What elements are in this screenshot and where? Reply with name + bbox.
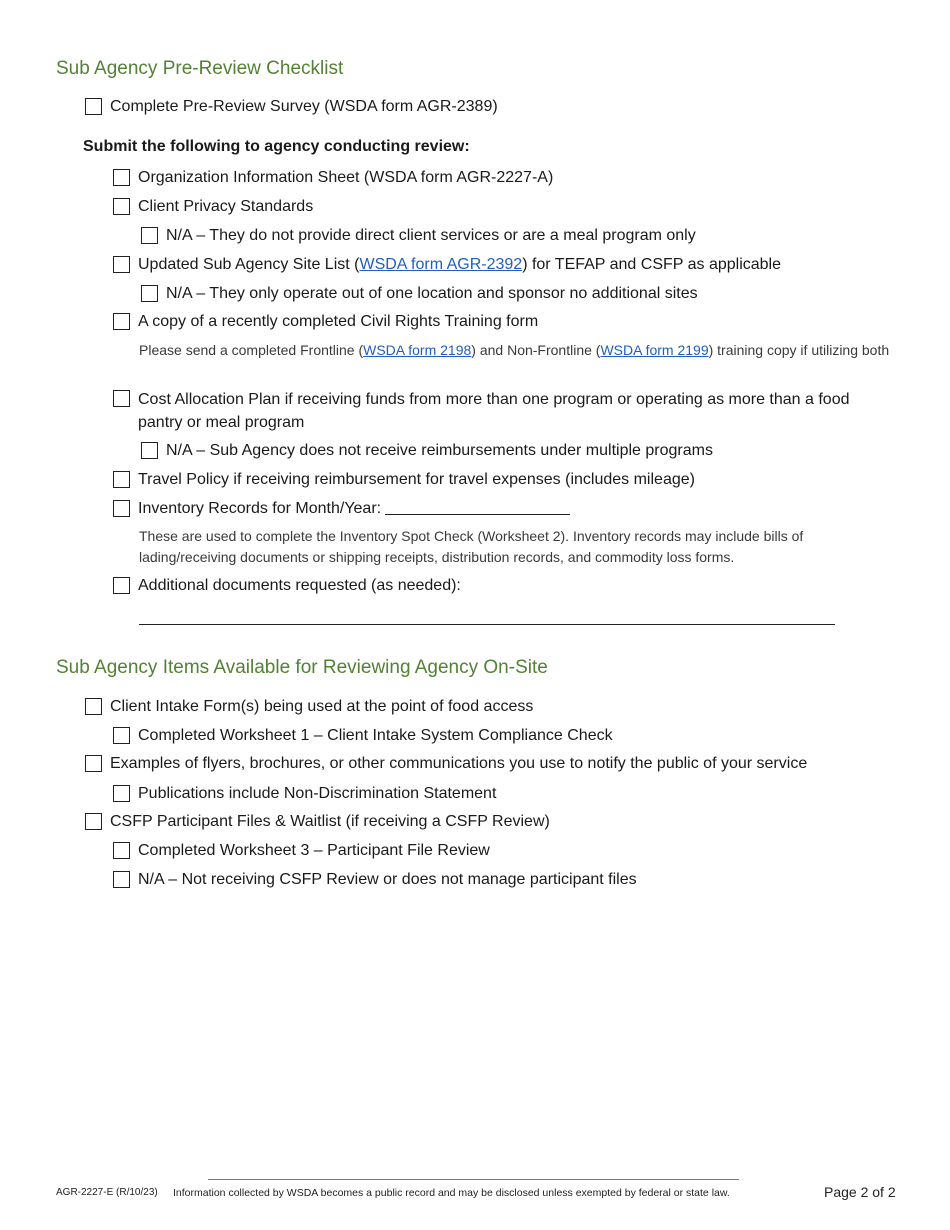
item-label: Travel Policy if receiving reimbursement for travel expenses (includes mileage) bbox=[138, 471, 695, 488]
checkbox-privacy[interactable] bbox=[113, 198, 130, 215]
checkbox-csfp-na[interactable] bbox=[113, 871, 130, 888]
checkbox-org-info[interactable] bbox=[113, 169, 130, 186]
item-label: N/A – Sub Agency does not receive reimbursements under multiple programs bbox=[166, 442, 713, 459]
item-label: Complete Pre-Review Survey (WSDA form AGR-2389) bbox=[110, 98, 498, 115]
checklist-item-worksheet1 bbox=[113, 725, 613, 747]
checklist-item-flyers bbox=[85, 753, 807, 775]
checkbox-intake[interactable] bbox=[85, 698, 102, 715]
checkbox-flyers[interactable] bbox=[85, 755, 102, 772]
item-label: Client Intake Form(s) being used at the point of food access bbox=[110, 698, 534, 715]
item-label: N/A – Not receiving CSFP Review or does not manage participant files bbox=[138, 871, 637, 888]
checkbox-inventory[interactable] bbox=[113, 500, 130, 517]
inventory-note: These are used to complete the Inventory Spot Check (Worksheet 2). Inventory records may include bills of lading/receiving documents or shipping receipts, distribution records, and commodity loss forms. bbox=[139, 528, 804, 565]
checklist-item-travel bbox=[113, 469, 695, 491]
wsda-form-2198-link[interactable]: WSDA form 2198 bbox=[363, 342, 472, 358]
checkbox-nondiscrimination[interactable] bbox=[113, 785, 130, 802]
section-heading-pre-review: Sub Agency Pre-Review Checklist bbox=[56, 58, 344, 79]
checkbox-privacy-na[interactable] bbox=[141, 227, 158, 244]
checkbox-site-list-na[interactable] bbox=[141, 285, 158, 302]
checklist-item-inventory bbox=[113, 498, 570, 520]
item-label: Completed Worksheet 1 – Client Intake System Compliance Check bbox=[138, 727, 613, 744]
checklist-item-csfp-na bbox=[113, 869, 637, 891]
civil-rights-note bbox=[139, 340, 894, 361]
section-heading-on-site: Sub Agency Items Available for Reviewing Agency On-Site bbox=[56, 657, 548, 678]
footer-page-number: Page 2 of 2 bbox=[824, 1184, 896, 1200]
item-label: Inventory Records for Month/Year: bbox=[138, 500, 382, 517]
item-label: Examples of flyers, brochures, or other communications you use to notify the public of your service bbox=[110, 755, 808, 772]
checklist-item-cost-allocation bbox=[113, 388, 883, 434]
note-text: Please send a completed Frontline ( bbox=[139, 342, 364, 358]
item-label bbox=[138, 254, 781, 276]
submit-subheading: Submit the following to agency conducting review: bbox=[83, 138, 470, 155]
checkbox-additional[interactable] bbox=[113, 577, 130, 594]
item-label: Publications include Non-Discrimination Statement bbox=[138, 785, 497, 802]
checkbox-csfp[interactable] bbox=[85, 813, 102, 830]
note-text: ) and Non-Frontline ( bbox=[471, 342, 601, 358]
checklist-item-csfp bbox=[85, 811, 550, 833]
checklist-item-cost-allocation-na bbox=[141, 440, 713, 462]
checklist-item-nondiscrimination bbox=[113, 783, 496, 805]
item-label: Completed Worksheet 3 – Participant File Review bbox=[138, 842, 490, 859]
footer-notice: Information collected by WSDA becomes a public record and may be disclosed unless exempted by federal or state law. bbox=[173, 1187, 730, 1199]
checklist-item-intake bbox=[85, 696, 533, 718]
note-text: ) training copy if utilizing both bbox=[708, 342, 890, 358]
checklist-item-worksheet3 bbox=[113, 840, 490, 862]
checklist-item-org-info bbox=[113, 167, 553, 189]
checklist-item-site-list-na bbox=[141, 283, 698, 305]
checkbox-civil-rights[interactable] bbox=[113, 313, 130, 330]
item-label: Cost Allocation Plan if receiving funds from more than one program or operating as more than a food pantry or meal program bbox=[138, 391, 850, 431]
site-list-text-post: ) for TEFAP and CSFP as applicable bbox=[522, 256, 781, 273]
checkbox-cost-allocation-na[interactable] bbox=[141, 442, 158, 459]
site-list-text-pre: Updated Sub Agency Site List ( bbox=[138, 256, 360, 273]
checklist-item-survey bbox=[85, 96, 498, 118]
wsda-form-2199-link[interactable]: WSDA form 2199 bbox=[600, 342, 709, 358]
item-label: N/A – They only operate out of one location and sponsor no additional sites bbox=[166, 285, 698, 302]
checklist-item-site-list bbox=[113, 254, 781, 276]
additional-documents-field[interactable] bbox=[139, 624, 835, 625]
item-label: Client Privacy Standards bbox=[138, 198, 314, 215]
item-label: Additional documents requested (as needed): bbox=[138, 577, 461, 594]
checkbox-worksheet1[interactable] bbox=[113, 727, 130, 744]
item-label: N/A – They do not provide direct client services or are a meal program only bbox=[166, 227, 696, 244]
agr-2392-link[interactable]: WSDA form AGR-2392 bbox=[359, 256, 523, 273]
checklist-item-civil-rights bbox=[113, 311, 538, 333]
checkbox-site-list[interactable] bbox=[113, 256, 130, 273]
month-year-field[interactable] bbox=[385, 498, 570, 515]
item-label: A copy of a recently completed Civil Rights Training form bbox=[138, 313, 539, 330]
footer-form-id: AGR-2227-E (R/10/23) bbox=[56, 1187, 158, 1198]
checkbox-travel[interactable] bbox=[113, 471, 130, 488]
checklist-item-privacy bbox=[113, 196, 313, 218]
checklist-item-privacy-na bbox=[141, 225, 696, 247]
checkbox-cost-allocation[interactable] bbox=[113, 390, 130, 407]
checklist-item-additional bbox=[113, 575, 461, 597]
item-label: Organization Information Sheet (WSDA form AGR-2227-A) bbox=[138, 169, 554, 186]
item-label: CSFP Participant Files & Waitlist (if receiving a CSFP Review) bbox=[110, 813, 550, 830]
footer-divider bbox=[208, 1179, 739, 1180]
checkbox-survey[interactable] bbox=[85, 98, 102, 115]
checkbox-worksheet3[interactable] bbox=[113, 842, 130, 859]
